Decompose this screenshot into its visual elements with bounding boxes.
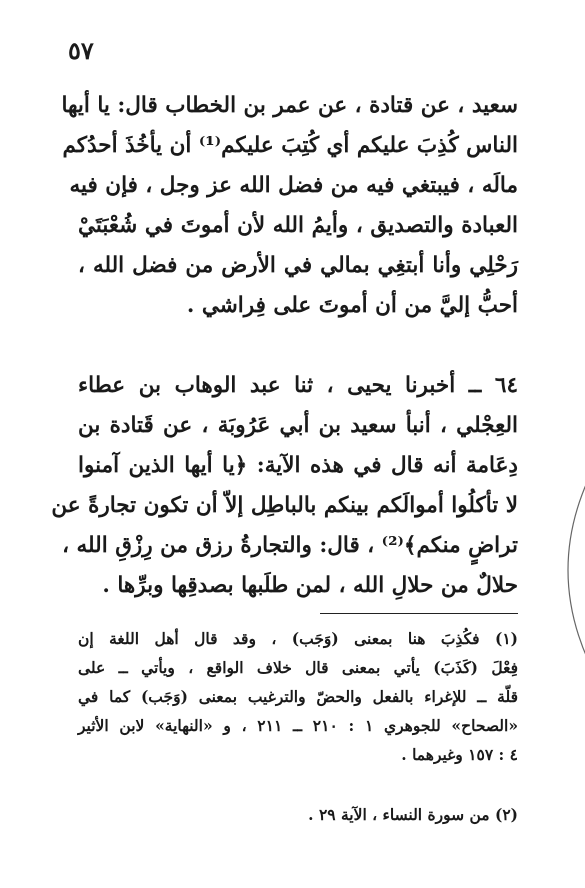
text-line: لا تأكلُوا أموالَكم بينكم بالباطِل إلاّ أن تكون تجارةً عن: [51, 493, 518, 518]
footnote-line: (١) فكُذِبَ هنا بمعنى (وَجَب) ، وقد قال أهل اللغة إن: [78, 629, 518, 648]
paragraph-hadith-64: [51, 366, 518, 606]
footnote-1: [78, 624, 518, 769]
footnote-line: قلّة ــ للإغراء بالفعل والحضّ والترغيب بمعنى (وَجَب) كما في: [78, 687, 518, 706]
text-line: العبادة والتصديق ، وأيمُ الله لأن أموتَ في شُعْبَتَيْ: [78, 213, 518, 238]
text-line: مالَه ، فيبتغي فيه من فضل الله عز وجل ، فإن فيه: [69, 173, 518, 198]
text-line: ٦٤ ــ أخبرنا يحيى ، ثنا عبد الوهاب بن عطاء: [78, 373, 518, 398]
text-line: دِعَامة أنه قال في هذه الآية: ﴿يا أيها الذين آمنوا: [78, 453, 518, 478]
page-number: ٥٧: [68, 36, 94, 65]
footnote-line: ٤ : ١٥٧ وغيرهما .: [401, 745, 518, 764]
footnote-line: فِعْلَ (كَذَبَ) يأتي بمعنى قال خلاف الواقع ، ويأتي ــ على: [78, 658, 518, 677]
footnote-line: «الصحاح» للجوهري ١ : ٢١٠ ــ ٢١١ ، و «النهاية» لابن الأثير: [78, 716, 519, 735]
text-line: العِجْلي ، أنبأ سعيد بن أبي عَرُوبَة ، عن قَتادة بن: [78, 413, 518, 438]
footnote-separator: [320, 613, 518, 614]
text-line: أحبُّ إليَّ من أن أموتَ على فِراشي .: [186, 293, 518, 318]
paragraph-umar-quote: [61, 86, 518, 326]
page-edge-shadow: [548, 480, 585, 660]
text-line: سعيد ، عن قتادة ، عن عمر بن الخطاب قال: يا أيها: [61, 93, 518, 118]
text-line: رَحْلِي وأنا أبتغِي بمالي في الأرض من فضل الله ،: [78, 253, 518, 278]
text-line: تراضٍ منكم﴾⁽²⁾ ، قال: والتجارةُ رزق من رِزْقِ الله ،: [62, 533, 518, 558]
text-line: حلالٌ من حلالِ الله ، لمن طلَبها بصدقِها وبرِّها .: [102, 573, 518, 598]
footnote-2: (٢) من سورة النساء ، الآية ٢٩ .: [308, 805, 518, 824]
text-line: الناس كُذِبَ عليكم أي كُتِبَ عليكم⁽¹⁾ أن يأخُذَ أحدُكم: [62, 133, 518, 158]
